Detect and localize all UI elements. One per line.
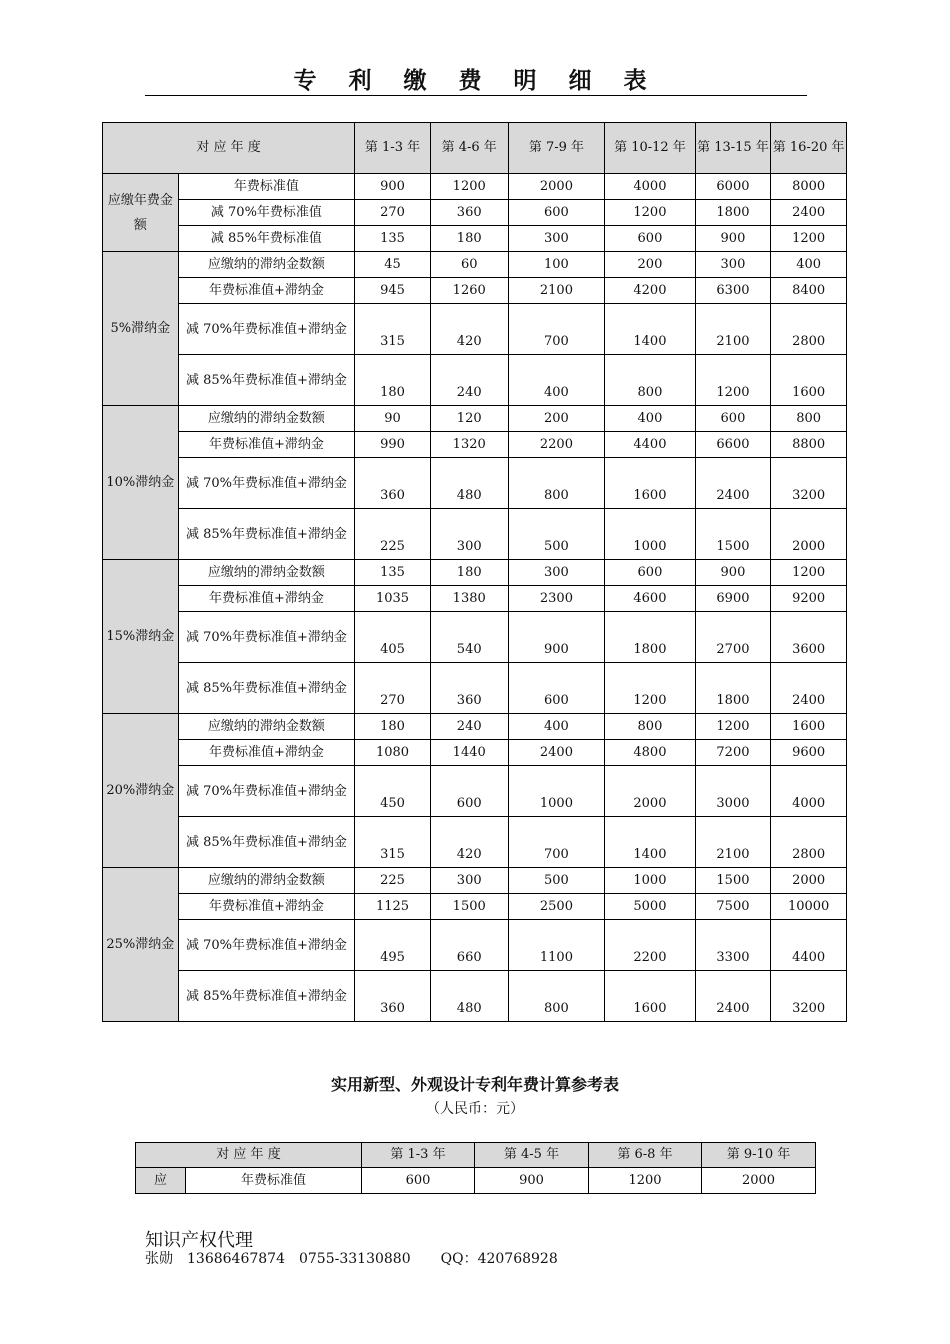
fee-value: 1600	[771, 714, 847, 740]
fee-value: 400	[771, 252, 847, 278]
fee-value: 600	[605, 226, 695, 252]
fee-value: 4000	[771, 766, 847, 817]
fee-value: 6000	[695, 174, 771, 200]
row-label: 减 70%年费标准值+滞纳金	[178, 766, 355, 817]
fee-value: 800	[508, 971, 605, 1022]
fee-value: 4400	[605, 432, 695, 458]
group-label: 25%滞纳金	[103, 868, 179, 1022]
fee-value: 2000	[702, 1168, 816, 1194]
table-row	[103, 612, 847, 663]
fee-value: 3200	[771, 971, 847, 1022]
row-label: 减 85%年费标准值+滞纳金	[178, 509, 355, 560]
table-row	[103, 920, 847, 971]
period-header: 第 6-8 年	[589, 1143, 702, 1168]
fee-value: 2200	[605, 920, 695, 971]
fee-value: 495	[355, 920, 431, 971]
fee-value: 90	[355, 406, 431, 432]
row-label: 减 85%年费标准值+滞纳金	[178, 663, 355, 714]
row-label: 年费标准值+滞纳金	[178, 278, 355, 304]
fee-value: 500	[508, 509, 605, 560]
fee-value: 400	[508, 355, 605, 406]
fee-value: 3200	[771, 458, 847, 509]
fee-value: 1035	[355, 586, 431, 612]
period-header: 第 13-15 年	[695, 123, 771, 174]
fee-value: 1380	[430, 586, 508, 612]
fee-value: 405	[355, 612, 431, 663]
fee-value: 300	[508, 226, 605, 252]
fee-value: 225	[355, 868, 431, 894]
row-label: 应缴纳的滞纳金数额	[178, 252, 355, 278]
fee-value: 360	[355, 971, 431, 1022]
fee-value: 8800	[771, 432, 847, 458]
fee-value: 240	[430, 714, 508, 740]
fee-value: 2000	[508, 174, 605, 200]
contact-qq: QQ：420768928	[440, 1251, 558, 1267]
fee-value: 2800	[771, 304, 847, 355]
contact-phone: 0755-33130880	[298, 1251, 411, 1267]
table-row	[103, 355, 847, 406]
table-header-row	[103, 123, 847, 174]
period-header: 第 4-5 年	[475, 1143, 589, 1168]
fee-value: 600	[508, 663, 605, 714]
fee-value: 990	[355, 432, 431, 458]
table-row	[103, 252, 847, 278]
fee-value: 2700	[695, 612, 771, 663]
fee-value: 1800	[605, 612, 695, 663]
fee-value: 2400	[695, 458, 771, 509]
fee-value: 300	[430, 868, 508, 894]
fee-value: 1400	[605, 817, 695, 868]
row-label: 减 85%年费标准值	[178, 226, 355, 252]
period-header: 第 10-12 年	[605, 123, 695, 174]
fee-value: 2400	[508, 740, 605, 766]
fee-value: 800	[771, 406, 847, 432]
fee-value: 1200	[430, 174, 508, 200]
table-row	[103, 766, 847, 817]
table-row	[103, 894, 847, 920]
fee-value: 1600	[605, 458, 695, 509]
row-label: 减 70%年费标准值+滞纳金	[178, 458, 355, 509]
fee-value: 60	[430, 252, 508, 278]
agency-heading: 知识产权代理	[145, 1230, 253, 1251]
fee-value: 1440	[430, 740, 508, 766]
row-label: 年费标准值+滞纳金	[178, 432, 355, 458]
fee-value: 1800	[695, 663, 771, 714]
fee-value: 3600	[771, 612, 847, 663]
fee-value: 2000	[771, 868, 847, 894]
period-header: 第 16-20 年	[771, 123, 847, 174]
fee-value: 1200	[695, 714, 771, 740]
period-header: 第 9-10 年	[702, 1143, 816, 1168]
fee-value: 400	[508, 714, 605, 740]
fee-value: 600	[508, 200, 605, 226]
fee-value: 2400	[695, 971, 771, 1022]
fee-value: 900	[355, 174, 431, 200]
fee-value: 100	[508, 252, 605, 278]
row-label: 减 70%年费标准值+滞纳金	[178, 304, 355, 355]
fee-value: 180	[355, 355, 431, 406]
row-label: 年费标准值+滞纳金	[178, 894, 355, 920]
table-row	[103, 740, 847, 766]
fee-value: 1500	[695, 509, 771, 560]
fee-value: 360	[430, 200, 508, 226]
fee-value: 1080	[355, 740, 431, 766]
table-row	[103, 663, 847, 714]
fee-value: 8400	[771, 278, 847, 304]
fee-value: 2400	[771, 200, 847, 226]
fee-value: 1260	[430, 278, 508, 304]
fee-value: 270	[355, 200, 431, 226]
fee-value: 180	[430, 560, 508, 586]
fee-value: 240	[430, 355, 508, 406]
table-row	[103, 817, 847, 868]
fee-value: 600	[362, 1168, 475, 1194]
fee-value: 2100	[695, 817, 771, 868]
fee-value: 7500	[695, 894, 771, 920]
fee-value: 6600	[695, 432, 771, 458]
row-label: 减 85%年费标准值+滞纳金	[178, 355, 355, 406]
fee-value: 600	[605, 560, 695, 586]
fee-value: 540	[430, 612, 508, 663]
fee-value: 1000	[605, 868, 695, 894]
fee-value: 400	[605, 406, 695, 432]
contact-line	[145, 1248, 572, 1268]
table-row	[103, 560, 847, 586]
fee-value: 1200	[605, 663, 695, 714]
year-range-header: 对 应 年 度	[136, 1143, 362, 1168]
table-row	[103, 174, 847, 200]
group-label: 10%滞纳金	[103, 406, 179, 560]
fee-value: 700	[508, 304, 605, 355]
contact-mobile: 13686467874	[187, 1251, 285, 1267]
fee-value: 270	[355, 663, 431, 714]
fee-value: 2300	[508, 586, 605, 612]
fee-value: 2800	[771, 817, 847, 868]
fee-value: 315	[355, 817, 431, 868]
fee-value: 135	[355, 226, 431, 252]
fee-value: 9200	[771, 586, 847, 612]
period-header: 第 4-6 年	[430, 123, 508, 174]
fee-value: 500	[508, 868, 605, 894]
row-label: 年费标准值	[186, 1168, 362, 1194]
fee-value: 200	[508, 406, 605, 432]
fee-value: 420	[430, 304, 508, 355]
fee-value: 1200	[771, 226, 847, 252]
fee-value: 2500	[508, 894, 605, 920]
fee-value: 2100	[695, 304, 771, 355]
row-label: 减 85%年费标准值+滞纳金	[178, 817, 355, 868]
fee-value: 315	[355, 304, 431, 355]
fee-value: 900	[475, 1168, 589, 1194]
row-label: 应缴纳的滞纳金数额	[178, 560, 355, 586]
fee-value: 900	[695, 226, 771, 252]
fee-value: 2000	[605, 766, 695, 817]
fee-value: 1800	[695, 200, 771, 226]
fee-value: 945	[355, 278, 431, 304]
fee-value: 1000	[605, 509, 695, 560]
fee-value: 1500	[430, 894, 508, 920]
fee-value: 3000	[695, 766, 771, 817]
table-row	[103, 714, 847, 740]
fee-value: 6300	[695, 278, 771, 304]
sub-header-row	[136, 1143, 816, 1168]
group-label: 5%滞纳金	[103, 252, 179, 406]
fee-value: 600	[430, 766, 508, 817]
sub-table-title: 实用新型、外观设计专利年费计算参考表	[330, 1075, 619, 1094]
table-row	[103, 406, 847, 432]
fee-value: 4000	[605, 174, 695, 200]
patent-fee-table	[102, 122, 847, 1022]
fee-value: 480	[430, 458, 508, 509]
fee-value: 800	[508, 458, 605, 509]
table-row	[103, 432, 847, 458]
fee-value: 1500	[695, 868, 771, 894]
year-range-header: 对 应 年 度	[103, 123, 355, 174]
group-label: 应缴年费金额	[103, 174, 179, 252]
period-header: 第 1-3 年	[355, 123, 431, 174]
fee-value: 1125	[355, 894, 431, 920]
fee-value: 225	[355, 509, 431, 560]
fee-value: 700	[508, 817, 605, 868]
fee-value: 480	[430, 971, 508, 1022]
row-label: 减 70%年费标准值+滞纳金	[178, 612, 355, 663]
fee-value: 1600	[605, 971, 695, 1022]
fee-value: 8000	[771, 174, 847, 200]
row-label: 减 70%年费标准值+滞纳金	[178, 920, 355, 971]
fee-value: 900	[695, 560, 771, 586]
fee-value: 180	[430, 226, 508, 252]
fee-value: 800	[605, 355, 695, 406]
fee-value: 300	[695, 252, 771, 278]
table-row	[103, 586, 847, 612]
page-title: 专 利 缴 费 明 细 表	[293, 68, 659, 94]
row-label: 应缴纳的滞纳金数额	[178, 406, 355, 432]
table-row	[103, 868, 847, 894]
fee-value: 200	[605, 252, 695, 278]
period-header: 第 1-3 年	[362, 1143, 475, 1168]
row-label: 减 70%年费标准值	[178, 200, 355, 226]
period-header: 第 7-9 年	[508, 123, 605, 174]
fee-value: 45	[355, 252, 431, 278]
fee-value: 135	[355, 560, 431, 586]
fee-value: 300	[430, 509, 508, 560]
table-row	[103, 304, 847, 355]
row-label: 减 85%年费标准值+滞纳金	[178, 971, 355, 1022]
fee-value: 2400	[771, 663, 847, 714]
currency-note: （人民币：元）	[426, 1101, 524, 1117]
fee-value: 4400	[771, 920, 847, 971]
fee-value: 360	[355, 458, 431, 509]
fee-value: 5000	[605, 894, 695, 920]
fee-value: 9600	[771, 740, 847, 766]
fee-value: 10000	[771, 894, 847, 920]
title-underline	[145, 95, 807, 96]
fee-value: 4600	[605, 586, 695, 612]
fee-value: 4200	[605, 278, 695, 304]
fee-value: 1000	[508, 766, 605, 817]
fee-value: 1200	[589, 1168, 702, 1194]
group-label: 15%滞纳金	[103, 560, 179, 714]
fee-value: 420	[430, 817, 508, 868]
fee-value: 800	[605, 714, 695, 740]
fee-value: 4800	[605, 740, 695, 766]
group-label: 应	[136, 1168, 186, 1194]
table-row	[103, 458, 847, 509]
sub-data-row	[136, 1168, 816, 1194]
table-row	[103, 971, 847, 1022]
table-row	[103, 509, 847, 560]
row-label: 年费标准值	[178, 174, 355, 200]
fee-value: 660	[430, 920, 508, 971]
row-label: 应缴纳的滞纳金数额	[178, 868, 355, 894]
row-label: 年费标准值+滞纳金	[178, 586, 355, 612]
contact-name: 张勋	[145, 1251, 173, 1267]
fee-value: 6900	[695, 586, 771, 612]
group-label: 20%滞纳金	[103, 714, 179, 868]
fee-value: 1320	[430, 432, 508, 458]
fee-value: 2000	[771, 509, 847, 560]
fee-value: 1200	[771, 560, 847, 586]
fee-value: 1600	[771, 355, 847, 406]
table-row	[103, 278, 847, 304]
fee-value: 120	[430, 406, 508, 432]
table-row	[103, 226, 847, 252]
fee-value: 3300	[695, 920, 771, 971]
fee-value: 2200	[508, 432, 605, 458]
row-label: 年费标准值+滞纳金	[178, 740, 355, 766]
fee-value: 900	[508, 612, 605, 663]
fee-value: 1100	[508, 920, 605, 971]
row-label: 应缴纳的滞纳金数额	[178, 714, 355, 740]
fee-value: 1400	[605, 304, 695, 355]
fee-value: 7200	[695, 740, 771, 766]
utility-design-fee-table	[135, 1142, 816, 1194]
fee-value: 2100	[508, 278, 605, 304]
fee-value: 180	[355, 714, 431, 740]
fee-value: 600	[695, 406, 771, 432]
fee-value: 1200	[605, 200, 695, 226]
fee-value: 360	[430, 663, 508, 714]
fee-value: 1200	[695, 355, 771, 406]
table-row	[103, 200, 847, 226]
fee-value: 450	[355, 766, 431, 817]
fee-value: 300	[508, 560, 605, 586]
